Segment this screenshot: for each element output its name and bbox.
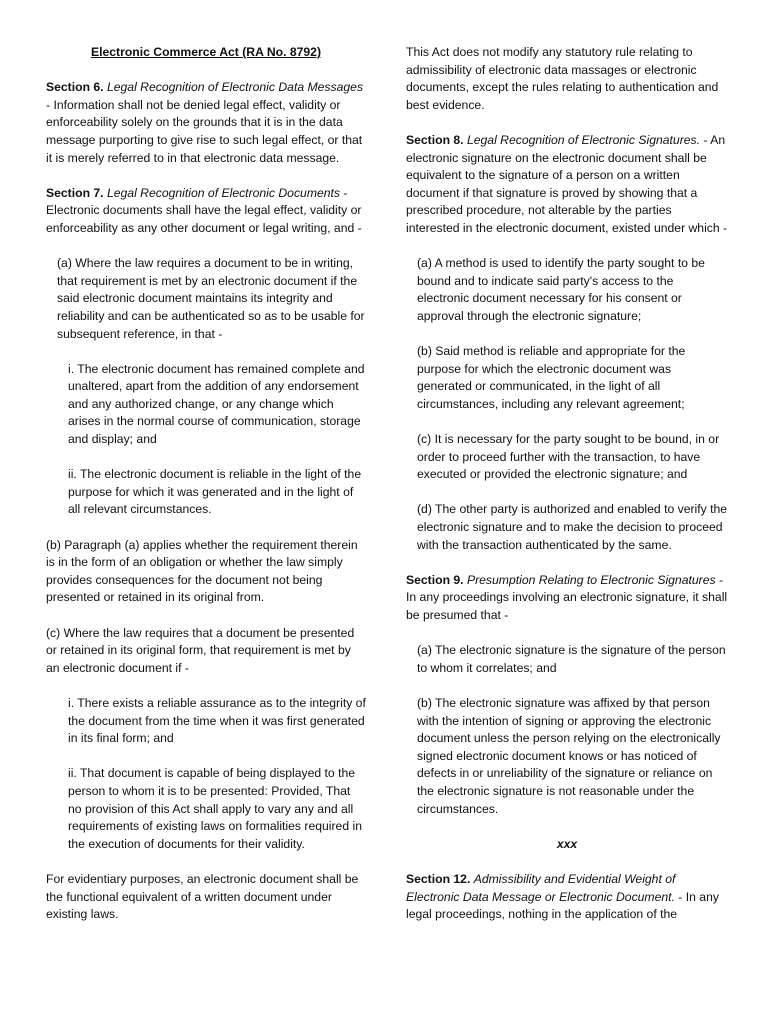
paragraph: ii. The electronic document is reliable in the light of the purpose for which it was generated and in the light of all relevant circumstances. xyxy=(68,467,362,517)
section-heading: Legal Recognition of Electronic Data Messages xyxy=(106,80,364,95)
section-heading: Admissibility and Evidential Weight of Electronic Data Message or Electronic Document. xyxy=(406,871,676,904)
section-heading: Presumption Relating to Electronic Signatures xyxy=(466,572,716,587)
section-body: - In any legal proceedings, nothing in the application of the xyxy=(406,889,719,922)
paragraph: (b) Paragraph (a) applies whether the requirement therein is in the form of an obligation or whether the law simply provides consequences for the document not being presented or retained in its original from. xyxy=(46,537,358,605)
right-column xyxy=(406,44,728,941)
paragraph: (a) The electronic signature is the signature of the person to whom it correlates; and xyxy=(417,643,726,675)
paragraph: (c) Where the law requires that a document be presented or retained in its original form, that requirement is met by an electronic document if - xyxy=(46,625,355,675)
section-body: - Electronic documents shall have the legal effect, validity or enforceability as any other document or legal writing, and - xyxy=(46,185,362,235)
section-number: Section 8. xyxy=(406,132,464,147)
document-title: Electronic Commerce Act (RA No. 8792) xyxy=(90,45,322,59)
section-7 xyxy=(46,185,366,238)
section-number: Section 6. xyxy=(46,80,104,95)
section-number: Section 12. xyxy=(406,871,471,886)
section-number: Section 7. xyxy=(46,185,104,200)
paragraph: (a) A method is used to identify the party sought to be bound and to indicate said party's access to the electronic document necessary for his consent or approval through the electronic signature; xyxy=(417,256,705,323)
section-8 xyxy=(406,132,728,238)
section-6 xyxy=(46,79,366,167)
section-body: - An electronic signature on the electronic document shall be equivalent to the signature of a person on a written document if that signature is proved by showing that a prescribed procedure, not alterable by the parties interested in the electronic document, existed under which - xyxy=(406,132,728,235)
paragraph: (b) The electronic signature was affixed by that person with the intention of signing or approving the electronic document unless the person relying on the electronically signed electronic document knows or has noticed of defects in or unreliability of the signature or reliance on the electronic signature is not reasonable under the circumstances. xyxy=(417,695,721,816)
paragraph: (d) The other party is authorized and enabled to verify the electronic signature and to make the decision to proceed with the transaction authenticated by the same. xyxy=(417,502,728,552)
paragraph: i. The electronic document has remained complete and unaltered, apart from the addition of any endorsement and any authorized change, or any change which arises in the normal course of communication, storage and display; and xyxy=(68,361,365,447)
paragraph: This Act does not modify any statutory rule relating to admissibility of electronic data massages or electronic documents, except the rules relating to authentication and best evidence. xyxy=(406,45,719,112)
left-column xyxy=(46,44,366,941)
section-heading: Legal Recognition of Electronic Documents xyxy=(106,185,341,200)
paragraph: (b) Said method is reliable and appropriate for the purpose for which the electronic document was generated or communicated, in the light of all circumstances, including any relevant agreement; xyxy=(417,344,686,411)
paragraph: i. There exists a reliable assurance as to the integrity of the document from the time when it was first generated in its final form; and xyxy=(68,695,366,746)
paragraph: For evidentiary purposes, an electronic document shall be the functional equivalent of a written document under existing laws. xyxy=(46,871,359,922)
section-12 xyxy=(406,871,728,924)
section-body: - Information shall not be denied legal effect, validity or enforceability solely on the grounds that it is in the data message purporting to give rise to such legal effect, or that it is merely referred to in that electronic data message. xyxy=(46,97,363,165)
omission-marker: xxx xyxy=(556,836,578,851)
section-9 xyxy=(406,572,728,625)
paragraph: ii. That document is capable of being displayed to the person to whom it is to be presented: Provided, That no provision of this Act shall apply to vary any and all requirements of existing laws on formalities required in the execution of documents for their validity. xyxy=(68,766,362,851)
section-heading: Legal Recognition of Electronic Signatures. xyxy=(466,132,701,147)
paragraph: (a) Where the law requires a document to be in writing, that requirement is met by an electronic document if the said electronic document maintains its integrity and reliability and can be authenticated so as to be usable for subsequent reference, in that - xyxy=(57,256,365,341)
section-number: Section 9. xyxy=(406,572,464,587)
paragraph: (c) It is necessary for the party sought to be bound, in or order to proceed further with the transaction, to have executed or provided the electronic signature; and xyxy=(417,432,720,482)
section-body: - In any proceedings involving an electronic signature, it shall be presumed that - xyxy=(406,572,728,622)
